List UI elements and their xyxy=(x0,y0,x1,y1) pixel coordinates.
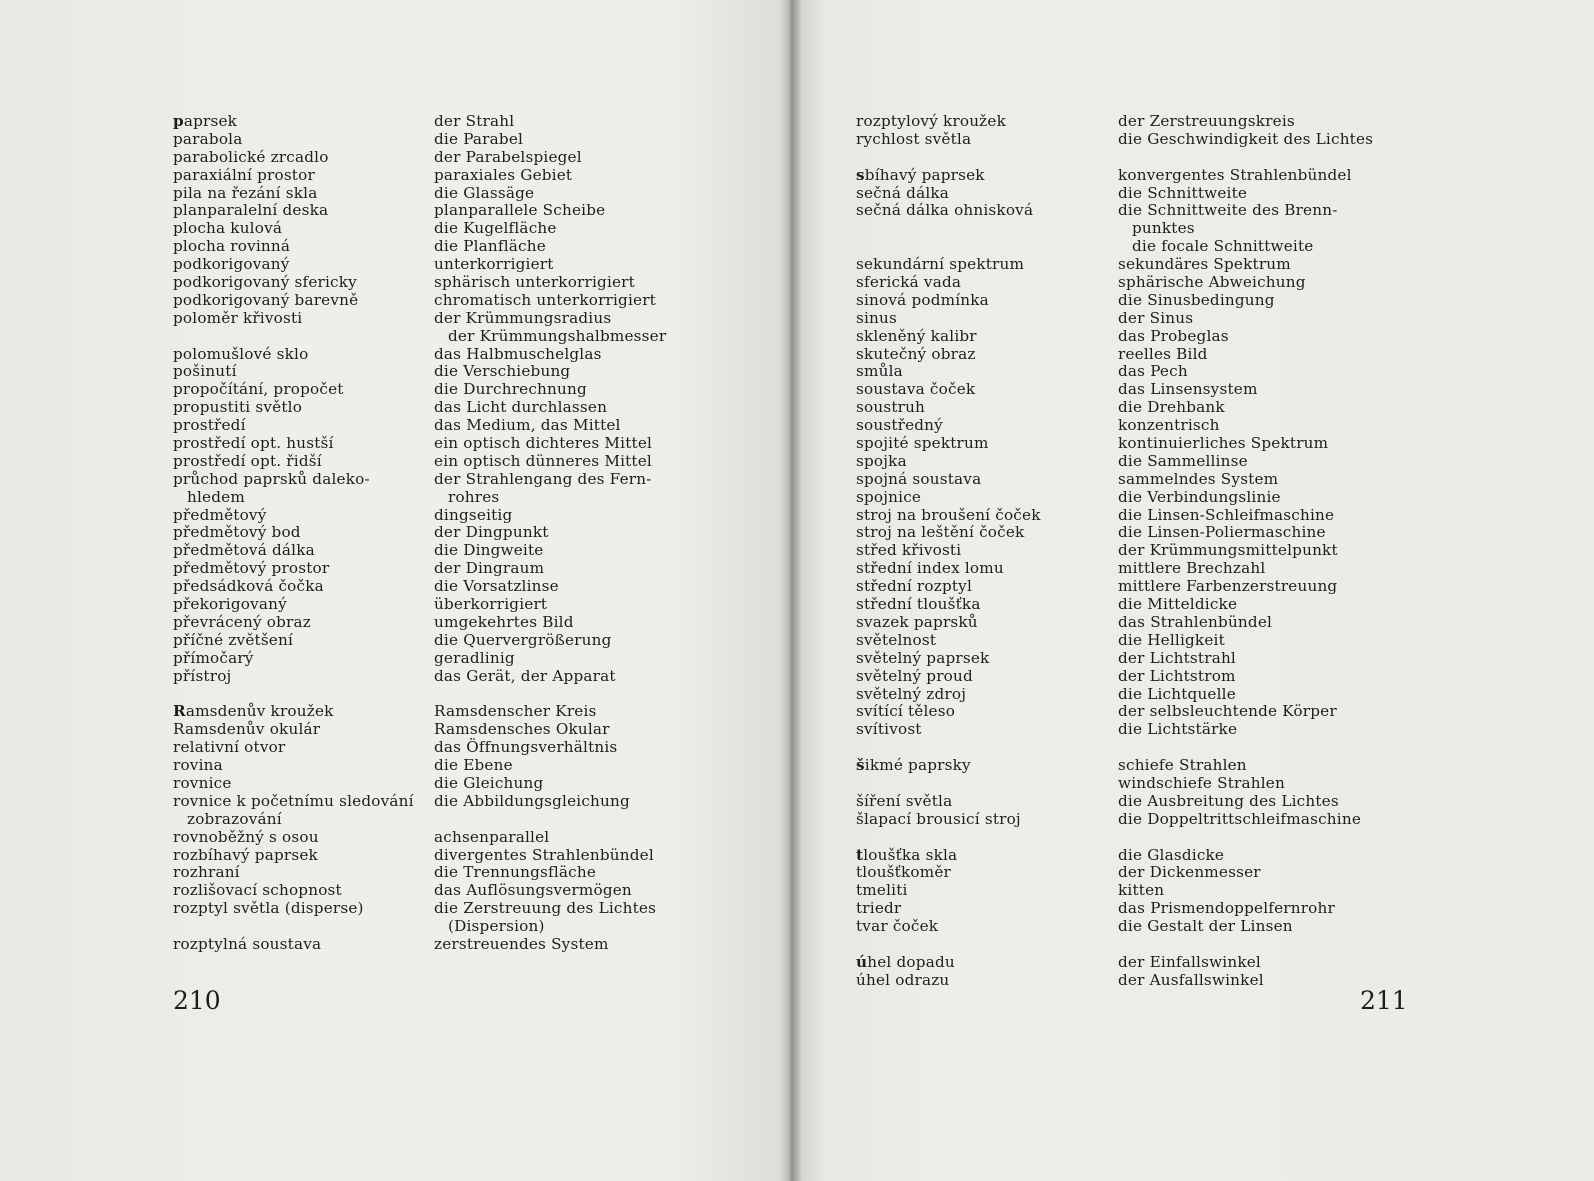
page-number-right: 211 xyxy=(1360,986,1408,1015)
dictionary-entry: překorigovaný xyxy=(173,595,287,614)
dictionary-entry: střední rozptyl xyxy=(856,577,973,596)
dictionary-entry: die Ebene xyxy=(434,756,513,775)
dictionary-entry: smůla xyxy=(856,362,903,381)
dictionary-entry: die Vorsatzlinse xyxy=(434,577,559,596)
dictionary-entry: konvergentes Strahlenbündel xyxy=(1118,165,1352,184)
left-german-column xyxy=(434,113,666,954)
dictionary-entry: světelný paprsek xyxy=(856,648,990,667)
section-spacer xyxy=(856,829,1041,847)
dictionary-entry: parabolické zrcadlo xyxy=(173,147,329,166)
dictionary-entry: střed křivosti xyxy=(856,541,962,560)
entry-rest: ikmé paprsky xyxy=(864,756,971,775)
dictionary-entry xyxy=(856,954,1041,972)
dictionary-entry: skutečný obraz xyxy=(856,344,976,363)
dictionary-entry: poloměr křivosti xyxy=(173,308,303,327)
dictionary-entry: rozhraní xyxy=(173,863,240,882)
section-initial: s xyxy=(856,165,865,184)
section-initial: R xyxy=(173,702,186,721)
dictionary-entry: der Lichtstrahl xyxy=(1118,648,1236,667)
dictionary-entry: sečná dálka xyxy=(856,183,950,202)
entry-rest: hel dopadu xyxy=(867,952,955,971)
dictionary-entry: die Linsen-Schleifmaschine xyxy=(1118,505,1335,524)
dictionary-entry: das Halbmuschelglas xyxy=(434,344,602,363)
dictionary-entry: die Gestalt der Linsen xyxy=(1118,917,1293,936)
dictionary-entry: Ramsdenscher Kreis xyxy=(434,702,597,721)
dictionary-entry: prostředí opt. hustší xyxy=(173,434,334,453)
dictionary-entry: die Gleichung xyxy=(434,773,544,792)
dictionary-entry: soustava čoček xyxy=(856,380,976,399)
dictionary-entry: die Verschiebung xyxy=(434,362,571,381)
dictionary-entry: der Ausfallswinkel xyxy=(1118,970,1264,989)
dictionary-entry: stroj na broušení čoček xyxy=(856,505,1041,524)
dictionary-entry: spojka xyxy=(856,451,907,470)
dictionary-entry: propustiti světlo xyxy=(173,398,303,417)
dictionary-entry: die focale Schnittweite xyxy=(1132,237,1314,256)
dictionary-entry: das Medium, das Mittel xyxy=(434,416,621,435)
dictionary-entry: die Kugelfläche xyxy=(434,219,557,238)
dictionary-entry: die Linsen-Poliermaschine xyxy=(1118,523,1326,542)
dictionary-entry: der Strahl xyxy=(434,112,515,130)
dictionary-entry: die Mitteldicke xyxy=(1118,595,1238,614)
section-spacer xyxy=(434,811,666,829)
section-spacer xyxy=(173,686,414,704)
dictionary-entry: propočítání, propočet xyxy=(173,380,344,399)
dictionary-entry: die Geschwindigkeit des Lichtes xyxy=(1118,129,1374,148)
dictionary-entry: spojná soustava xyxy=(856,469,982,488)
dictionary-entry: das Probeglas xyxy=(1118,326,1229,345)
dictionary-entry: der Dingpunkt xyxy=(434,523,549,542)
dictionary-entry: mittlere Farbenzerstreuung xyxy=(1118,577,1338,596)
entry-rest: loušťka skla xyxy=(863,845,958,864)
dictionary-entry: Ramsdenův okulár xyxy=(173,720,321,739)
dictionary-entry: rovina xyxy=(173,756,223,775)
dictionary-entry: unterkorrigiert xyxy=(434,255,554,274)
dictionary-entry: tloušťkoměr xyxy=(856,863,951,882)
dictionary-entry: ein optisch dichteres Mittel xyxy=(434,434,653,453)
dictionary-entry: předmětový prostor xyxy=(173,559,330,578)
dictionary-entry: svítící těleso xyxy=(856,702,956,721)
dictionary-entry: der Zerstreuungskreis xyxy=(1118,112,1295,130)
section-initial: p xyxy=(173,112,184,130)
dictionary-entry: die Sammellinse xyxy=(1118,451,1248,470)
dictionary-entry: überkorrigiert xyxy=(434,595,548,614)
dictionary-entry xyxy=(856,757,1041,775)
left-czech-column xyxy=(173,113,414,954)
dictionary-entry: rovnice xyxy=(173,773,232,792)
dictionary-entry: der Dickenmesser xyxy=(1118,863,1261,882)
dictionary-entry: die Quervergrößerung xyxy=(434,630,612,649)
dictionary-entry: chromatisch unterkorrigiert xyxy=(434,290,656,309)
section-spacer xyxy=(856,238,1041,256)
entry-rest: bíhavý paprsek xyxy=(864,165,985,184)
dictionary-entry: die Schnittweite xyxy=(1118,183,1248,202)
dictionary-entry: přístroj xyxy=(173,666,232,685)
dictionary-entry: das Licht durchlassen xyxy=(434,398,608,417)
section-initial: t xyxy=(856,845,864,864)
dictionary-entry: rohres xyxy=(448,487,500,506)
dictionary-entry: der Krümmungshalbmesser xyxy=(448,326,667,345)
section-spacer xyxy=(1118,739,1373,757)
dictionary-entry: die Helligkeit xyxy=(1118,630,1225,649)
dictionary-entry: sekundární spektrum xyxy=(856,255,1025,274)
dictionary-entry: rozptylový kroužek xyxy=(856,112,1006,130)
dictionary-entry: umgekehrtes Bild xyxy=(434,612,574,631)
section-initial: š xyxy=(856,756,865,775)
entry-rest: aprsek xyxy=(183,112,238,130)
dictionary-entry: die Ausbreitung des Lichtes xyxy=(1118,791,1339,810)
dictionary-entry: sinus xyxy=(856,308,898,327)
entry-rest: amsdenův kroužek xyxy=(185,702,334,721)
dictionary-entry: plocha kulová xyxy=(173,219,283,238)
section-spacer xyxy=(856,739,1041,757)
section-spacer xyxy=(1118,149,1373,167)
dictionary-entry: die Sinusbedingung xyxy=(1118,290,1275,309)
dictionary-entry: der selbsleuchtende Körper xyxy=(1118,702,1337,721)
dictionary-entry: úhel odrazu xyxy=(856,970,950,989)
dictionary-entry: podkorigovaný sfericky xyxy=(173,273,357,292)
dictionary-entry: der Krümmungsmittelpunkt xyxy=(1118,541,1338,560)
dictionary-entry: divergentes Strahlenbündel xyxy=(434,845,654,864)
dictionary-entry: soustruh xyxy=(856,398,926,417)
dictionary-entry: der Dingraum xyxy=(434,559,545,578)
dictionary-entry: die Lichtquelle xyxy=(1118,684,1236,703)
dictionary-entry: relativní otvor xyxy=(173,738,286,757)
dictionary-entry: prostředí xyxy=(173,416,246,435)
dictionary-entry: hledem xyxy=(187,487,245,506)
dictionary-entry: der Krümmungsradius xyxy=(434,308,612,327)
page-number-left: 210 xyxy=(173,986,221,1015)
dictionary-entry: předmětový bod xyxy=(173,523,301,542)
right-czech-column xyxy=(856,113,1041,990)
dictionary-entry: Ramsdensches Okular xyxy=(434,720,610,739)
dictionary-entry: spojnice xyxy=(856,487,922,506)
section-spacer xyxy=(856,220,1041,238)
dictionary-entry: spojité spektrum xyxy=(856,434,989,453)
dictionary-entry: reelles Bild xyxy=(1118,344,1208,363)
dictionary-entry: die Abbildungsgleichung xyxy=(434,791,630,810)
dictionary-entry: sinová podmínka xyxy=(856,290,989,309)
dictionary-entry: zerstreuendes System xyxy=(434,934,609,953)
dictionary-entry: soustředný xyxy=(856,416,943,435)
section-spacer xyxy=(173,918,414,936)
dictionary-entry: planparallele Scheibe xyxy=(434,201,606,220)
dictionary-entry: die Doppeltrittschleifmaschine xyxy=(1118,809,1362,828)
dictionary-entry: triedr xyxy=(856,899,902,918)
dictionary-entry: šíření světla xyxy=(856,791,953,810)
dictionary-entry: kitten xyxy=(1118,881,1165,900)
dictionary-entry xyxy=(173,113,414,131)
dictionary-entry: pošinutí xyxy=(173,362,237,381)
dictionary-entry: (Dispersion) xyxy=(448,917,545,936)
section-spacer xyxy=(856,149,1041,167)
dictionary-entry: die Schnittweite des Brenn- xyxy=(1118,201,1338,220)
dictionary-entry: svítivost xyxy=(856,720,922,739)
dictionary-entry: sammelndes System xyxy=(1118,469,1279,488)
dictionary-entry: polomušlové sklo xyxy=(173,344,309,363)
dictionary-entry: příčné zvětšení xyxy=(173,630,294,649)
dictionary-entry: skleněný kalibr xyxy=(856,326,977,345)
dictionary-entry: předmětový xyxy=(173,505,267,524)
section-spacer xyxy=(173,328,414,346)
dictionary-entry: die Durchrechnung xyxy=(434,380,587,399)
dictionary-entry: die Trennungsfläche xyxy=(434,863,597,882)
dictionary-entry: das Auflösungsvermögen xyxy=(434,881,632,900)
dictionary-entry: der Parabelspiegel xyxy=(434,147,582,166)
section-spacer xyxy=(856,936,1041,954)
dictionary-entry: das Öffnungsverhältnis xyxy=(434,738,618,757)
dictionary-entry: planparalelní deska xyxy=(173,201,329,220)
dictionary-entry: die Glassäge xyxy=(434,183,535,202)
dictionary-entry: geradlinig xyxy=(434,648,515,667)
dictionary-entry: sečná dálka ohnisková xyxy=(856,201,1034,220)
section-initial: ú xyxy=(856,952,868,971)
dictionary-entry: plocha rovinná xyxy=(173,237,291,256)
dictionary-entry: schiefe Strahlen xyxy=(1118,756,1247,775)
dictionary-entry: rychlost světla xyxy=(856,129,972,148)
dictionary-entry xyxy=(856,167,1041,185)
dictionary-entry: světelnost xyxy=(856,630,937,649)
dictionary-entry: das Pech xyxy=(1118,362,1188,381)
dictionary-entry: kontinuierliches Spektrum xyxy=(1118,434,1329,453)
right-german-column xyxy=(1118,113,1373,990)
dictionary-entry: rozptylná soustava xyxy=(173,934,322,953)
dictionary-entry: sekundäres Spektrum xyxy=(1118,255,1291,274)
dictionary-entry: das Linsensystem xyxy=(1118,380,1258,399)
dictionary-entry: windschiefe Strahlen xyxy=(1118,773,1285,792)
dictionary-entry xyxy=(856,847,1041,865)
dictionary-entry: sphärisch unterkorrigiert xyxy=(434,273,635,292)
dictionary-entry: předsádková čočka xyxy=(173,577,324,596)
dictionary-entry: zobrazování xyxy=(187,809,282,828)
dictionary-entry: rozptyl světla (disperse) xyxy=(173,899,364,918)
dictionary-entry: paraxiales Gebiet xyxy=(434,165,573,184)
dictionary-entry: rovnoběžný s osou xyxy=(173,827,319,846)
dictionary-entry: konzentrisch xyxy=(1118,416,1220,435)
dictionary-entry: der Strahlengang des Fern- xyxy=(434,469,652,488)
dictionary-entry: sferická vada xyxy=(856,273,962,292)
dictionary-entry xyxy=(173,703,414,721)
dictionary-entry: mittlere Brechzahl xyxy=(1118,559,1266,578)
section-spacer xyxy=(1118,829,1373,847)
dictionary-entry: der Lichtstrom xyxy=(1118,666,1236,685)
dictionary-entry: rovnice k početnímu sledování xyxy=(173,791,414,810)
dictionary-entry: achsenparallel xyxy=(434,827,550,846)
dictionary-entry: tvar čoček xyxy=(856,917,939,936)
dictionary-entry: rozbíhavý paprsek xyxy=(173,845,318,864)
dictionary-entry: dingseitig xyxy=(434,505,513,524)
dictionary-entry: rozlišovací schopnost xyxy=(173,881,342,900)
dictionary-entry: průchod paprsků daleko- xyxy=(173,469,370,488)
dictionary-entry: podkorigovaný xyxy=(173,255,290,274)
dictionary-entry: sphärische Abweichung xyxy=(1118,273,1306,292)
dictionary-entry: das Strahlenbündel xyxy=(1118,612,1273,631)
dictionary-entry: ein optisch dünneres Mittel xyxy=(434,451,652,470)
section-spacer xyxy=(1118,936,1373,954)
dictionary-entry: der Einfallswinkel xyxy=(1118,952,1261,971)
dictionary-entry: šlapací brousicí stroj xyxy=(856,809,1021,828)
dictionary-entry: tmeliti xyxy=(856,881,908,900)
dictionary-entry: střední tloušťka xyxy=(856,595,981,614)
dictionary-entry: světelný proud xyxy=(856,666,973,685)
section-spacer xyxy=(856,775,1041,793)
dictionary-entry: stroj na leštění čoček xyxy=(856,523,1025,542)
dictionary-entry: die Glasdicke xyxy=(1118,845,1225,864)
dictionary-entry: das Prismendoppelfernrohr xyxy=(1118,899,1335,918)
dictionary-entry: die Drehbank xyxy=(1118,398,1225,417)
book-gutter xyxy=(780,0,802,1181)
dictionary-entry: svazek paprsků xyxy=(856,612,978,631)
dictionary-entry: střední index lomu xyxy=(856,559,1004,578)
dictionary-entry: die Planfläche xyxy=(434,237,546,256)
dictionary-entry: přímočarý xyxy=(173,648,254,667)
dictionary-entry: předmětová dálka xyxy=(173,541,315,560)
dictionary-entry: převrácený obraz xyxy=(173,612,311,631)
section-spacer xyxy=(434,686,666,704)
dictionary-entry: die Zerstreuung des Lichtes xyxy=(434,899,657,918)
dictionary-entry: parabola xyxy=(173,129,243,148)
dictionary-entry: der Sinus xyxy=(1118,308,1194,327)
dictionary-entry: punktes xyxy=(1132,219,1195,238)
dictionary-entry: die Dingweite xyxy=(434,541,544,560)
dictionary-entry: pila na řezání skla xyxy=(173,183,318,202)
dictionary-entry: die Lichtstärke xyxy=(1118,720,1238,739)
dictionary-entry: paraxiální prostor xyxy=(173,165,315,184)
dictionary-entry: die Verbindungslinie xyxy=(1118,487,1281,506)
dictionary-entry: podkorigovaný barevně xyxy=(173,290,359,309)
dictionary-entry: světelný zdroj xyxy=(856,684,967,703)
dictionary-entry: das Gerät, der Apparat xyxy=(434,666,616,685)
dictionary-entry: die Parabel xyxy=(434,129,524,148)
dictionary-entry: prostředí opt. řidší xyxy=(173,451,322,470)
